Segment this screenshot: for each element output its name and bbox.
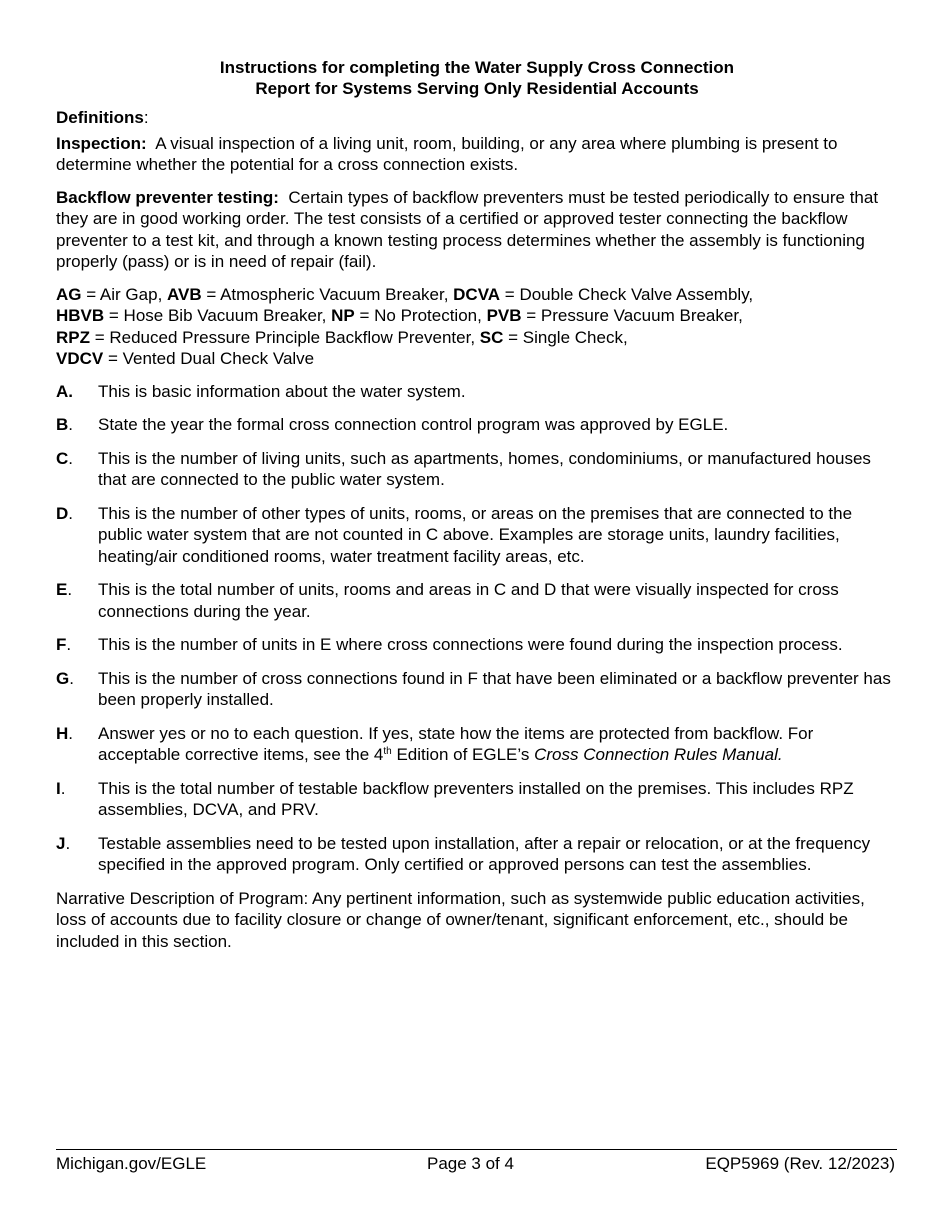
item-b: B. State the year the formal cross connection control program was approved by EGLE.	[56, 415, 729, 434]
item-i: I. This is the total number of testable backflow preventers installed on the premises. This includes RPZ assemblies, DCVA, and PRV.	[56, 778, 854, 819]
item-f: F. This is the number of units in E where cross connections were found during the inspection process.	[56, 635, 843, 654]
definitions-heading: Definitions:	[56, 108, 149, 127]
footer-page-number: Page 3 of 4	[427, 1154, 514, 1173]
item-g: G. This is the number of cross connections found in F that have been eliminated or a backflow preventer has been properly installed.	[56, 668, 891, 709]
item-j: J. Testable assemblies need to be tested upon installation, after a repair or relocation, or at the frequency specified in the approved program. Only certified or approved persons can test the assemblies.	[56, 833, 871, 874]
document-title	[56, 57, 898, 99]
instructions-content	[56, 107, 898, 963]
item-a: A. This is basic information about the water system.	[56, 381, 466, 401]
abbreviations: AG = Air Gap, AVB = Atmospheric Vacuum Breaker, DCVA = Double Check Valve Assembly, HBVB = Hose Bib Vacuum Breaker, NP = No Protection, PVB = Pressure Vacuum Breaker, RPZ = Reduced Pressure Principle Backflow Preventer, SC = Single Check, VDCV = Vented Dual Check Valve	[56, 284, 754, 368]
item-h: H. Answer yes or no to each question. If yes, state how the items are protected from backflow. For acceptable corrective items, see the 4th Edition of EGLE’s Cross Connection Rules Manual.	[56, 723, 814, 764]
term-inspection: Inspection:	[56, 133, 147, 153]
item-d: D. This is the number of other types of units, rooms, or areas on the premises that are connected to the public water system that are not counted in C above. Examples are storage units, laundry facilities, heating/air conditioned rooms, water treatment facility areas, etc.	[56, 503, 853, 566]
item-e: E. This is the total number of units, rooms and areas in C and D that were visually inspected for cross connections during the year.	[56, 580, 839, 621]
narrative-description: Narrative Description of Program: Any pertinent information, such as systemwide public education activities, loss of accounts due to facility closure or change of owner/tenant, significant enforcement, etc., should be included in this section.	[56, 888, 865, 951]
title-line-2: Report for Systems Serving Only Residential Accounts	[255, 79, 699, 98]
definition-inspection: Inspection: A visual inspection of a living unit, room, building, or any area where plumbing is present to determine whether the potential for a cross connection exists.	[56, 133, 838, 174]
item-c: C. This is the number of living units, such as apartments, homes, condominiums, or manufactured houses that are connected to the public water system.	[56, 448, 871, 489]
definition-backflow-testing: Backflow preventer testing: Certain types of backflow preventers must be tested periodically to ensure that they are in good working order. The test consists of a certified or approved tester connecting the backflow preventer to a test kit, and through a known testing process determines whether the assembly is functioning properly (pass) or is in need of repair (fail).	[56, 187, 879, 271]
term-backflow-testing: Backflow preventer testing:	[56, 187, 279, 207]
footer-form-number: EQP5969 (Rev. 12/2023)	[705, 1154, 895, 1173]
page-footer	[56, 1149, 897, 1173]
title-line-1: Instructions for completing the Water Supply Cross Connection	[219, 58, 735, 77]
manual-title: Cross Connection Rules Manual.	[534, 745, 783, 764]
footer-website-link[interactable]: Michigan.gov/EGLE	[56, 1154, 207, 1173]
